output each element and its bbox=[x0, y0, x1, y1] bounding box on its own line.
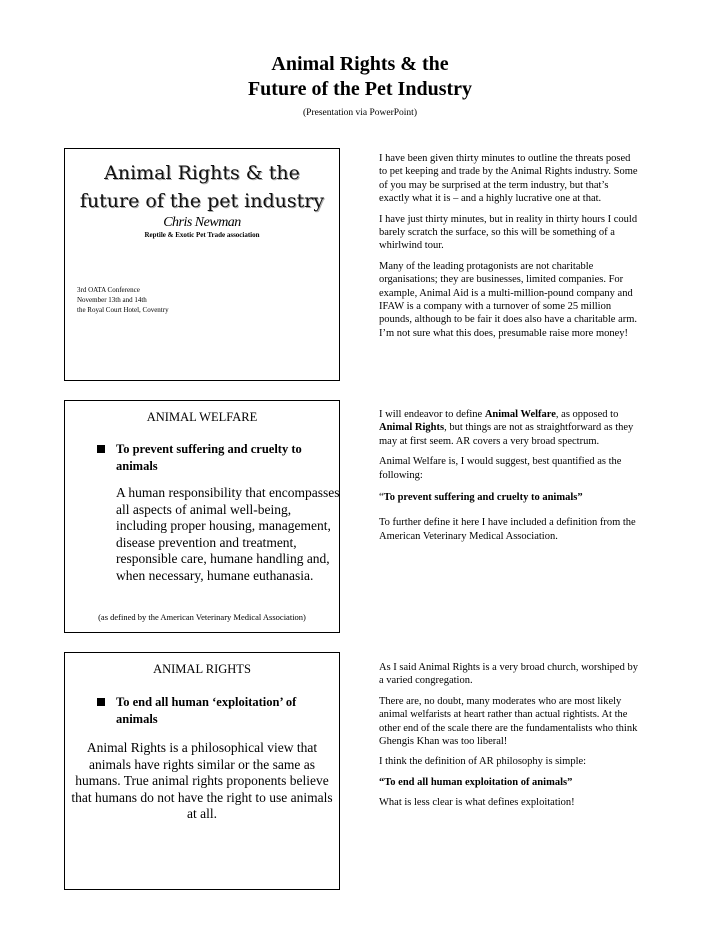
slide-2-bullet-text: To prevent suffering and cruelty to animals bbox=[116, 442, 302, 473]
notes-paragraph: I have been given thirty minutes to outline the threats posed to pet keeping and trade by the Animal Rights industry. Some of you may be surprised at the term industry, but that’s exactly what it is – and a highly lucrative one at that. bbox=[379, 153, 638, 205]
notes-text: , but things are not as straightforward as they may at first seem. AR covers a very broad spectrum. bbox=[379, 422, 634, 447]
slide-2-footnote: (as defined by the American Veterinary Medical Association) bbox=[98, 612, 306, 622]
slide-2-heading: ANIMAL WELFARE bbox=[146, 410, 258, 424]
notes-paragraph: Many of the leading protagonists are not charitable organisations; they are businesses, limited companies. For example, Animal Aid is a multi-million-pound company and IFAW is a company with a turnover of some 25 million pounds, although to be fair it does also have a charitable arm. I’m not sure what this does, presumable raise more money! bbox=[379, 260, 638, 339]
slide-1-author: Chris Newman bbox=[163, 215, 241, 230]
conference-line1: 3rd OATA Conference bbox=[77, 286, 140, 294]
notes-paragraph: I have just thirty minutes, but in reality in thirty hours I could barely scratch the surface, so this will be something of a whirlwind tour. bbox=[379, 213, 638, 252]
notes-bold-quote: To prevent suffering and cruelty to animals” bbox=[383, 492, 583, 504]
page-subtitle: (Presentation via PowerPoint) bbox=[303, 108, 417, 118]
slide-2-body: A human responsibility that encompasses all aspects of animal well-being, including proper housing, management, disease prevention and treatment, responsible care, humane handling and, when necessary, humane euthanasia. bbox=[116, 485, 340, 583]
notes-text: , as opposed to bbox=[555, 409, 619, 420]
slide-2-bullet bbox=[97, 441, 327, 475]
notes-paragraph bbox=[379, 408, 641, 448]
slide-1-conference-info bbox=[77, 285, 169, 315]
slide-1-thumbnail bbox=[64, 148, 340, 381]
square-bullet-icon bbox=[97, 445, 105, 453]
page-title-line2: Future of the Pet Industry bbox=[247, 78, 473, 100]
slide-3-heading: ANIMAL RIGHTS bbox=[153, 662, 251, 676]
slide-3-bullet-text: To end all human ‘exploitation’ of animals bbox=[116, 695, 297, 726]
notes-bold-term: Animal Welfare bbox=[484, 409, 556, 420]
slide-1-title-line2: future of the pet industry bbox=[79, 190, 325, 212]
page-title-line1: Animal Rights & the bbox=[271, 53, 449, 75]
square-bullet-icon bbox=[97, 698, 105, 706]
conference-line3: the Royal Court Hotel, Coventry bbox=[77, 306, 169, 314]
notes-paragraph: As I said Animal Rights is a very broad church, worshiped by a varied congregation. bbox=[379, 662, 638, 687]
notes-paragraph: “To end all human exploitation of animals” bbox=[379, 776, 573, 788]
notes-paragraph: To further define it here I have included a definition from the American Veterinary Medical Association. bbox=[379, 517, 636, 542]
slide-3-body: Animal Rights is a philosophical view that animals have rights similar or the same as humans. True animal rights proponents believe that humans do not have the right to use animals at all. bbox=[71, 740, 333, 822]
slide-3-thumbnail bbox=[64, 652, 340, 890]
notes-text: “ bbox=[379, 492, 384, 504]
slide-2-notes bbox=[379, 408, 641, 550]
notes-text: I will endeavor to define bbox=[379, 409, 485, 420]
slide-3-bullet bbox=[97, 694, 327, 728]
conference-line2: November 13th and 14th bbox=[77, 296, 147, 304]
notes-paragraph: Animal Welfare is, I would suggest, best quantified as the following: bbox=[379, 456, 622, 481]
slide-1-notes bbox=[379, 152, 641, 347]
slide-3-notes bbox=[379, 661, 641, 817]
slide-2-thumbnail bbox=[64, 400, 340, 633]
notes-bold-term: Animal Rights bbox=[379, 422, 445, 434]
page-title bbox=[0, 52, 720, 102]
slide-1-title-line1: Animal Rights & the bbox=[104, 162, 300, 184]
slide-1-organisation: Reptile & Exotic Pet Trade association bbox=[144, 231, 260, 239]
notes-paragraph bbox=[379, 491, 641, 504]
notes-paragraph: I think the definition of AR philosophy is simple: bbox=[379, 756, 587, 768]
notes-paragraph: What is less clear is what defines exploitation! bbox=[379, 797, 575, 809]
notes-paragraph: There are, no doubt, many moderates who are most likely animal welfarists at heart rather than actual rightists. At the other end of the scale there are the fundamentalists who think Ghengis Khan was too liberal! bbox=[379, 695, 638, 748]
slide-1-title bbox=[65, 159, 339, 215]
